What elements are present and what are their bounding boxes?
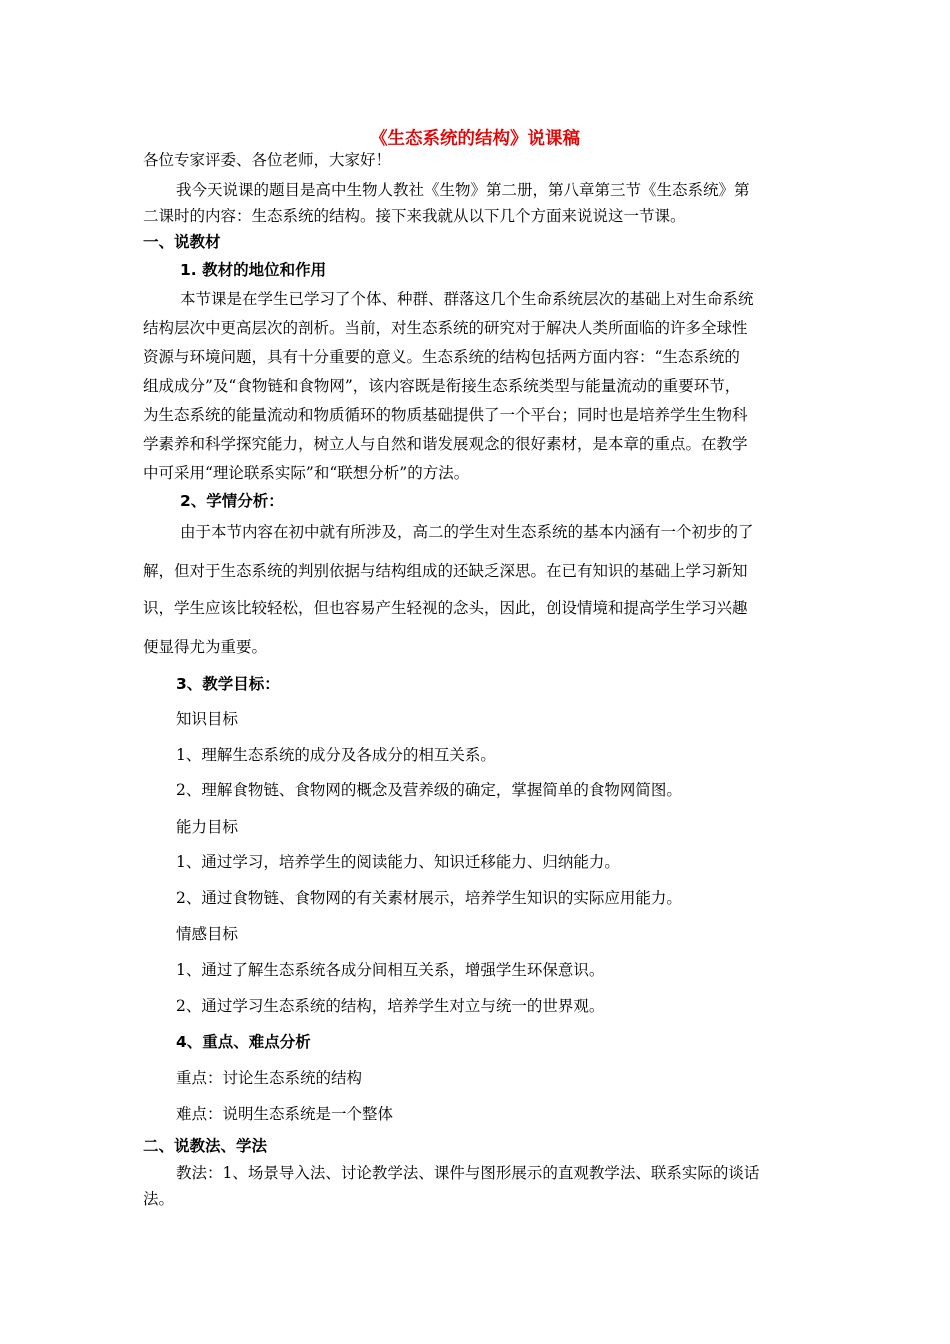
goal-item: 2、通过学习生态系统的结构，培养学生对立与统一的世界观。 <box>176 997 605 1015</box>
goal-category-label: 知识目标 <box>176 710 239 728</box>
paragraph-line: 资源与环境问题，具有十分重要的意义。生态系统的结构包括两方面内容：“生态系统的 <box>143 348 740 366</box>
paragraph-line: 组成成分”及“食物链和食物网”，该内容既是衔接生态系统类型与能量流动的重要环节， <box>143 377 741 395</box>
paragraph-line: 法。 <box>143 1190 175 1208</box>
intro-line: 二课时的内容：生态系统的结构。接下来我就从以下几个方面来说说这一节课。 <box>143 207 686 225</box>
goal-item: 2、理解食物链、食物网的概念及营养级的确定，掌握简单的食物网简图。 <box>176 781 682 799</box>
subsection-heading: 4、重点、难点分析 <box>176 1033 311 1051</box>
goal-item: 1、通过学习，培养学生的阅读能力、知识迁移能力、归纳能力。 <box>176 853 620 871</box>
goal-item: 1、通过了解生态系统各成分间相互关系，增强学生环保意识。 <box>176 961 605 979</box>
goal-item: 1、理解生态系统的成分及各成分的相互关系。 <box>176 746 496 764</box>
paragraph-line: 识，学生应该比较轻松，但也容易产生轻视的念头，因此，创设情境和提高学生学习兴趣 <box>143 599 748 617</box>
paragraph-line: 为生态系统的能量流动和物质循环的物质基础提供了一个平台；同时也是培养学生生物科 <box>143 406 748 424</box>
goal-category-label: 能力目标 <box>176 818 239 836</box>
section-heading: 一、说教材 <box>143 233 221 251</box>
subsection-heading: 2、学情分析： <box>180 492 284 510</box>
paragraph-line: 中可采用“理论联系实际”和“联想分析”的方法。 <box>143 464 470 482</box>
paragraph-line: 本节课是在学生已学习了个体、种群、群落这几个生命系统层次的基础上对生命系统 <box>180 290 754 308</box>
subsection-heading: 1. 教材的地位和作用 <box>180 261 327 279</box>
paragraph-line: 教法：1、场景导入法、讨论教学法、课件与图形展示的直观教学法、联系实际的谈话 <box>176 1164 760 1182</box>
difficult-point: 难点：说明生态系统是一个整体 <box>176 1105 394 1123</box>
key-point: 重点：讨论生态系统的结构 <box>176 1069 363 1087</box>
paragraph-line: 由于本节内容在初中就有所涉及，高二的学生对生态系统的基本内涵有一个初步的了 <box>180 523 754 541</box>
goal-category-label: 情感目标 <box>176 925 239 943</box>
paragraph-line: 结构层次中更高层次的剖析。当前，对生态系统的研究对于解决人类所面临的许多全球性 <box>143 319 748 337</box>
paragraph-line: 学素养和科学探究能力，树立人与自然和谐发展观念的很好素材，是本章的重点。在教学 <box>143 435 748 453</box>
paragraph-line: 便显得尤为重要。 <box>143 638 268 656</box>
intro-line: 我今天说课的题目是高中生物人教社《生物》第二册，第八章第三节《生态系统》第 <box>176 181 750 199</box>
paragraph-line: 解，但对于生态系统的判别依据与结构组成的还缺乏深思。在已有知识的基础上学习新知 <box>143 562 748 580</box>
section-heading: 二、说教法、学法 <box>143 1137 268 1155</box>
document-title: 《生态系统的结构》说课稿 <box>370 129 580 149</box>
greeting: 各位专家评委、各位老师，大家好！ <box>143 151 392 169</box>
subsection-heading: 3、教学目标： <box>176 675 280 693</box>
goal-item: 2、通过食物链、食物网的有关素材展示，培养学生知识的实际应用能力。 <box>176 889 682 907</box>
